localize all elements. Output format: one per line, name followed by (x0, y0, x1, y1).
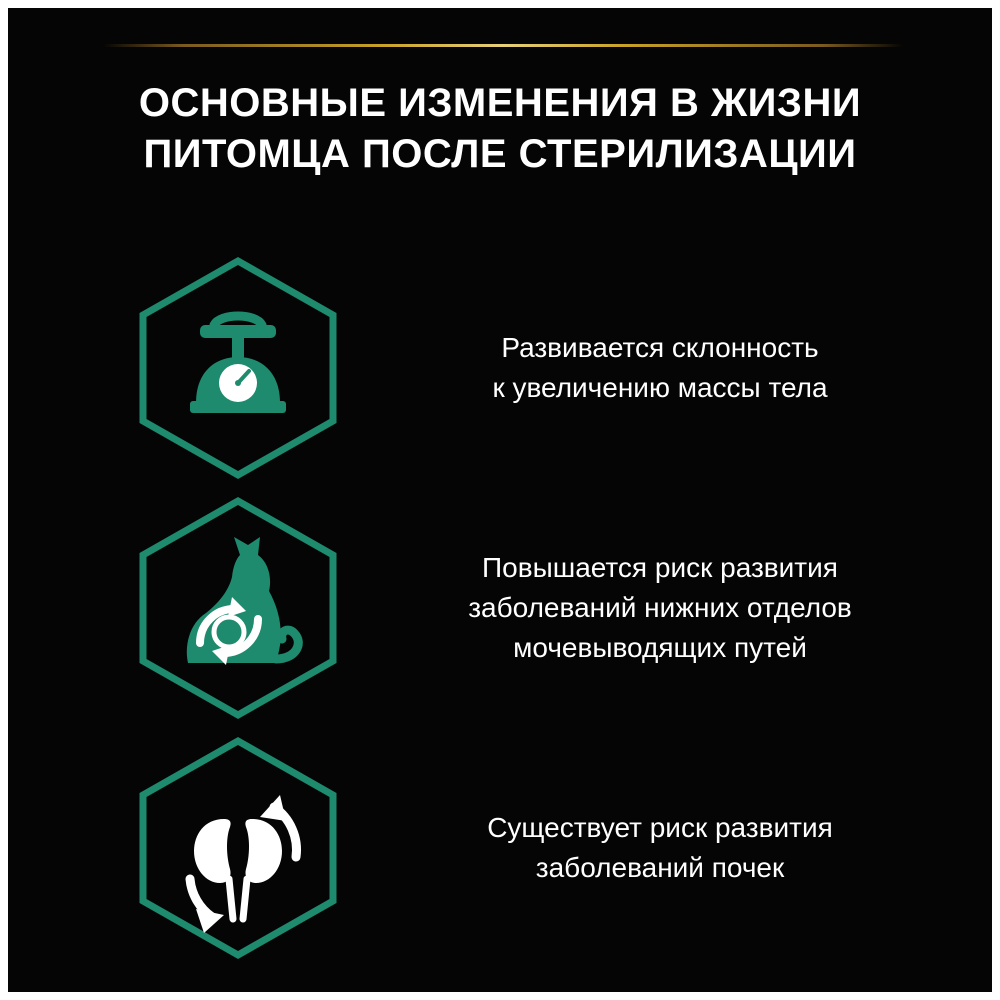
list-item-text (348, 548, 992, 667)
list-item-text (348, 808, 992, 888)
list-item-text-line-1: Развивается склонность (501, 332, 819, 364)
list-item-text-line-1: Повышается риск развития (482, 552, 838, 584)
list-item-text-line-1: Существует риск развития (487, 812, 833, 844)
list-item (8, 728, 992, 968)
page-title-line-2: ПИТОМЦА ПОСЛЕ СТЕРИЛИЗАЦИИ (143, 132, 857, 177)
icon-hexagon-cat (128, 493, 348, 723)
cat-urinary-cycle-icon (128, 493, 348, 723)
kitchen-scale-icon (128, 253, 348, 483)
gold-divider (103, 44, 903, 47)
icon-hexagon-scale (128, 253, 348, 483)
kidneys-cycle-icon (128, 733, 348, 963)
icon-hexagon-kidneys (128, 733, 348, 963)
benefit-list (8, 248, 992, 968)
page-title-line-1: ОСНОВНЫЕ ИЗМЕНЕНИЯ В ЖИЗНИ (138, 81, 862, 125)
page-title (68, 78, 932, 180)
list-item-text-line-2: к увеличению массы тела (492, 372, 828, 403)
list-item-text-line-2: заболеваний нижних отделов (468, 592, 852, 624)
list-item (8, 488, 992, 728)
poster-panel (8, 8, 992, 992)
list-item-text (348, 328, 992, 408)
list-item-text-line-3: мочевыводящих путей (513, 631, 807, 663)
list-item-text-line-2: заболеваний почек (535, 852, 785, 883)
list-item (8, 248, 992, 488)
